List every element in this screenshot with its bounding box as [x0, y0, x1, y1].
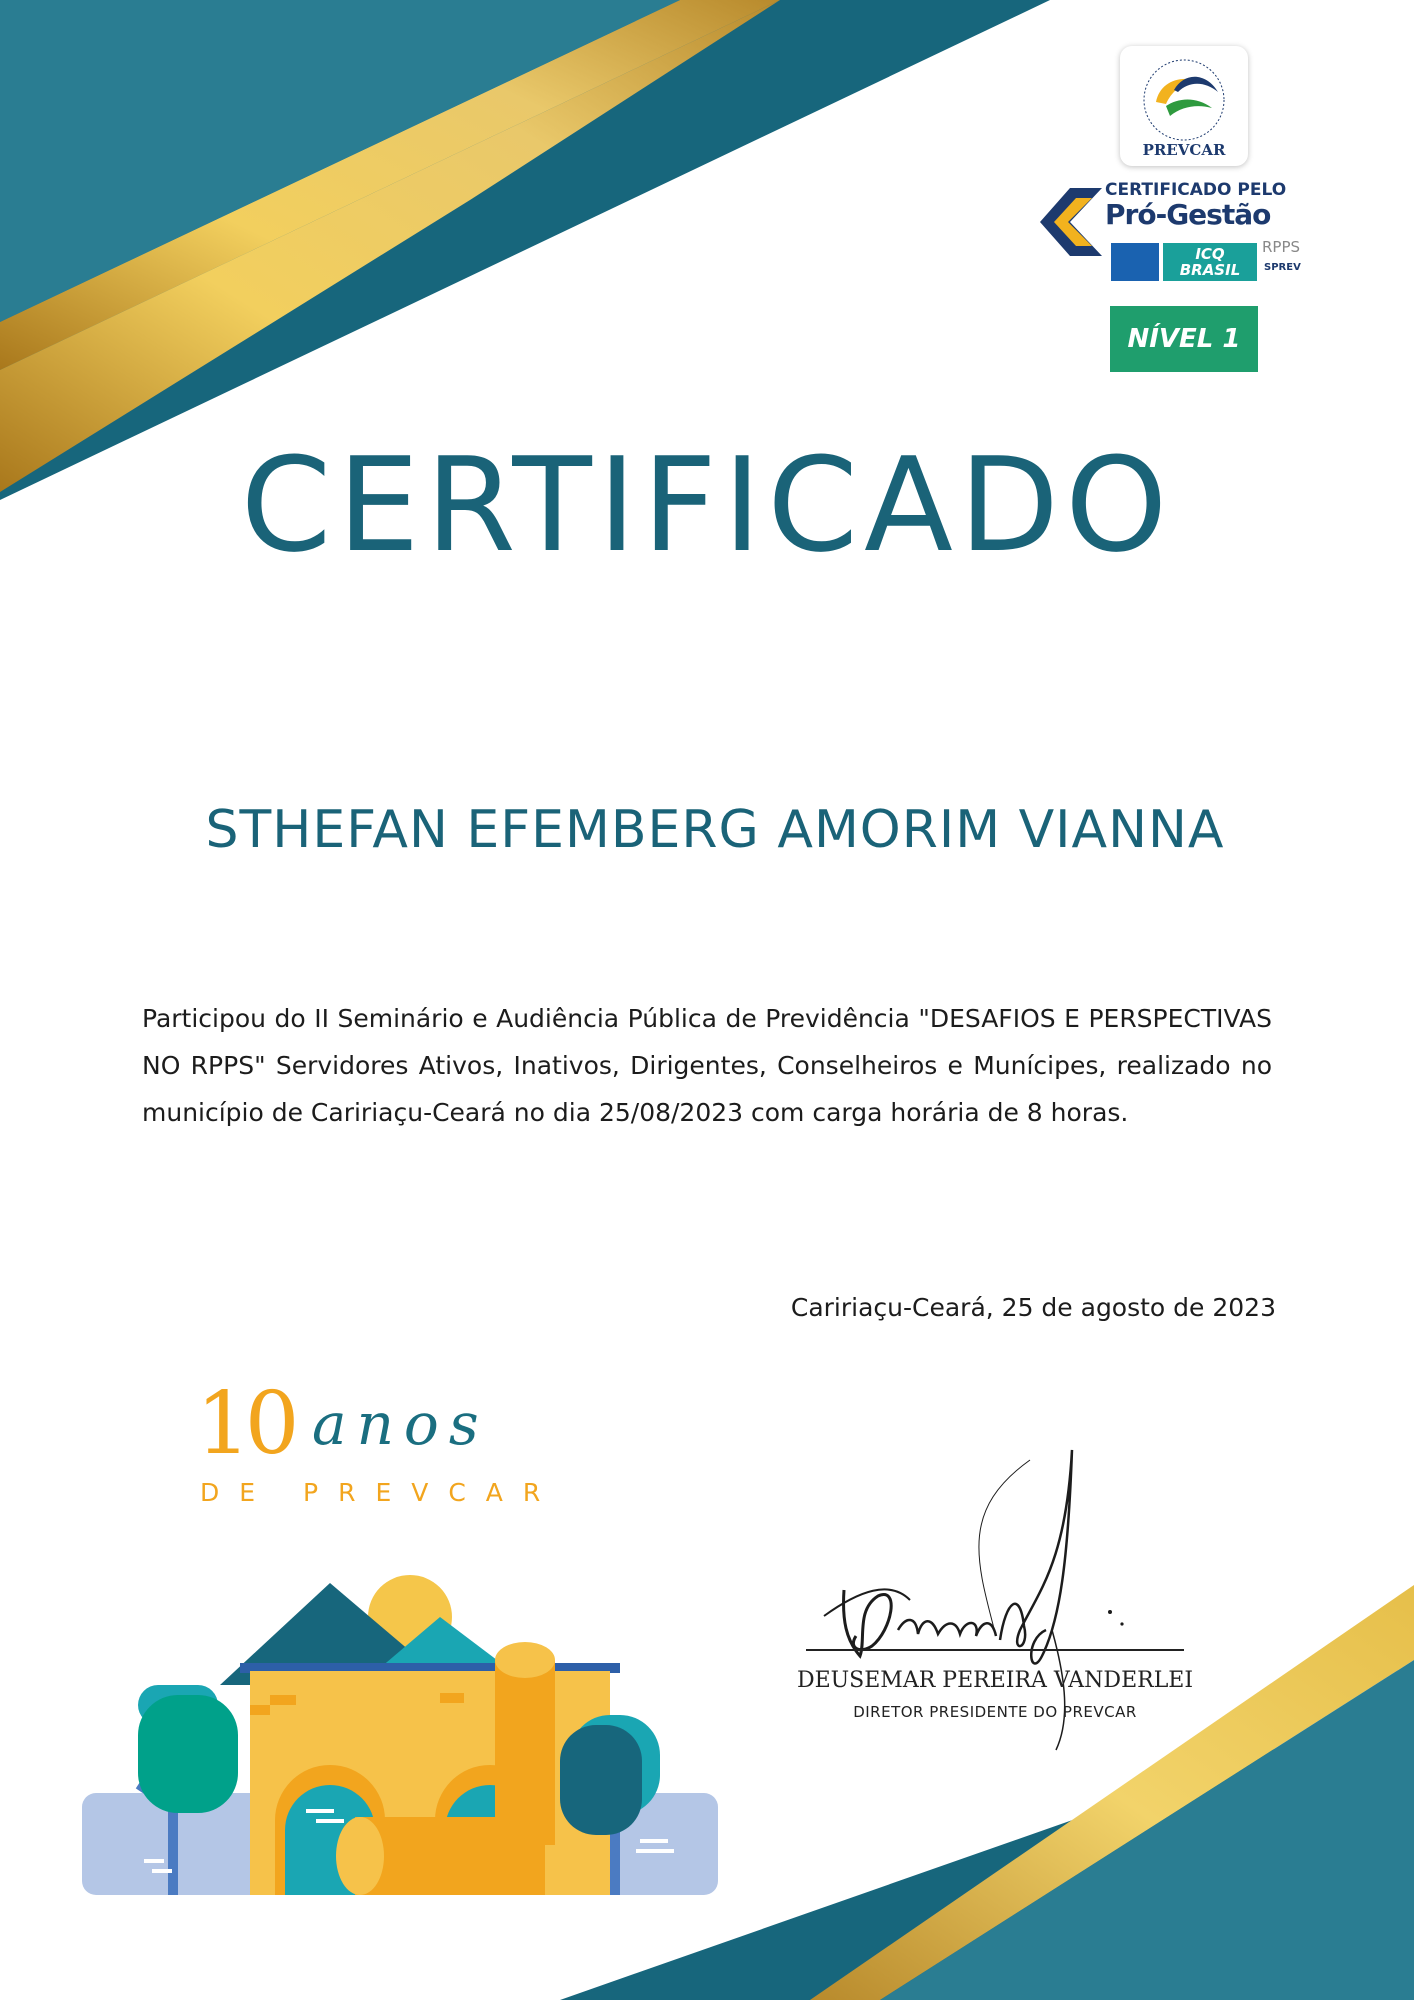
- signer-name: DEUSEMAR PEREIRA VANDERLEI: [796, 1668, 1194, 1693]
- city-illustration: [80, 1555, 720, 1900]
- pro-gestao-label: Pró-Gestão: [1105, 198, 1271, 231]
- certificate-title: CERTIFICADO: [240, 429, 1174, 581]
- prevcar-emblem-icon: [1120, 46, 1248, 142]
- rpps-label: RPPS: [1262, 238, 1301, 256]
- anniversary-number: 10: [196, 1374, 294, 1474]
- sprev-label: SPREV: [1264, 262, 1301, 273]
- pro-gestao-chevron-icon: [1040, 182, 1110, 262]
- place-and-date: Caririaçu-Ceará, 25 de agosto de 2023: [790, 1293, 1276, 1322]
- certification-seal-icon: [1111, 243, 1159, 281]
- recipient-name: STHEFAN EFEMBERG AMORIM VIANNA: [205, 800, 1225, 860]
- icq-brasil-badge: ICQ BRASIL: [1163, 243, 1257, 281]
- anniversary-subtitle: DE PREVCAR: [200, 1478, 561, 1507]
- prevcar-logo-text: PREVCAR: [1142, 141, 1226, 159]
- certificate-body: Participou do II Seminário e Audiência Pública de Previdência "DESAFIOS E PERSPECTIVAS NO RPPS" Servidores Ativos, Inativos, Dirigentes, Conselheiros e Munícipes, realizado no município de Caririaçu-Ceará no dia 25/08/2023 com carga horária de 8 horas.: [142, 1004, 1272, 1127]
- prevcar-logo: [1120, 46, 1248, 166]
- signer-role: DIRETOR PRESIDENTE DO PREVCAR: [853, 1703, 1137, 1721]
- anniversary-word: anos: [312, 1390, 489, 1458]
- signature-line: [806, 1649, 1184, 1651]
- certified-by-label: CERTIFICADO PELO: [1105, 180, 1287, 200]
- level-badge: NÍVEL 1: [1110, 306, 1258, 372]
